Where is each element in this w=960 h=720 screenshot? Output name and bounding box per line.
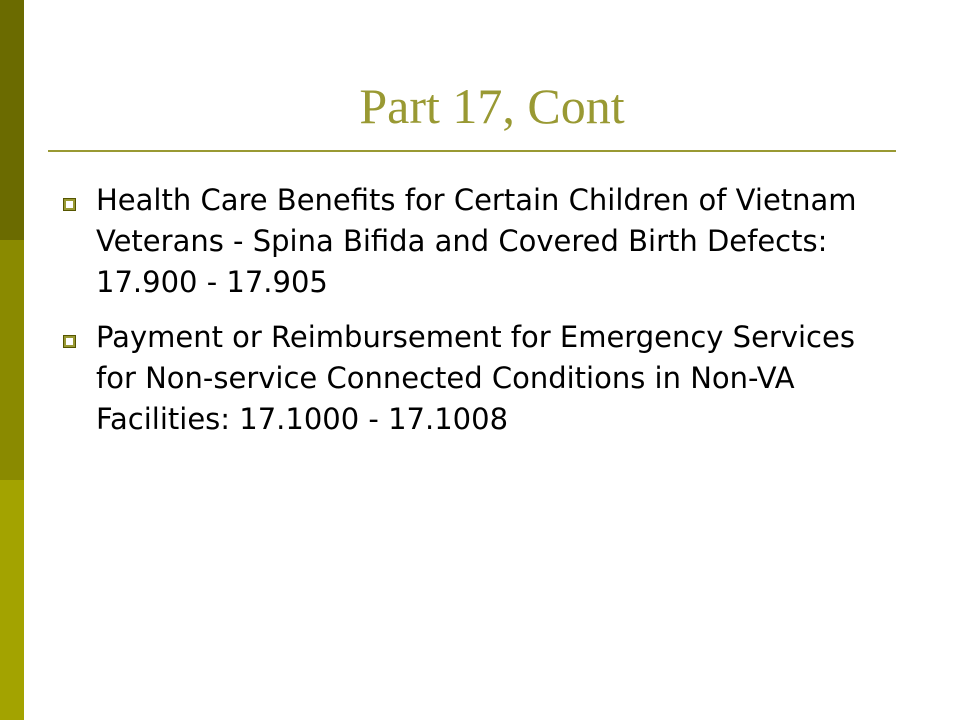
left-accent-bar (0, 0, 24, 720)
square-bullet-icon (63, 198, 76, 211)
bullet-text: Health Care Benefits for Certain Children of Vietnam Veterans - Spina Bifida and Covered Birth Defects: 17.900 - 17.905 (96, 183, 857, 299)
slide-title: Part 17, Cont (359, 78, 625, 134)
left-bar-segment-middle (0, 240, 24, 480)
bullet-item (60, 317, 900, 440)
bullet-list (60, 180, 900, 454)
bullet-text: Payment or Reimbursement for Emergency Services for Non-service Connected Conditions in Non-VA Facilities: 17.1000 - 17.1008 (96, 320, 855, 436)
square-bullet-icon (63, 335, 76, 348)
left-bar-segment-top (0, 0, 24, 240)
bullet-item (60, 180, 900, 303)
left-bar-segment-bottom (0, 480, 24, 720)
title-divider (48, 150, 896, 152)
